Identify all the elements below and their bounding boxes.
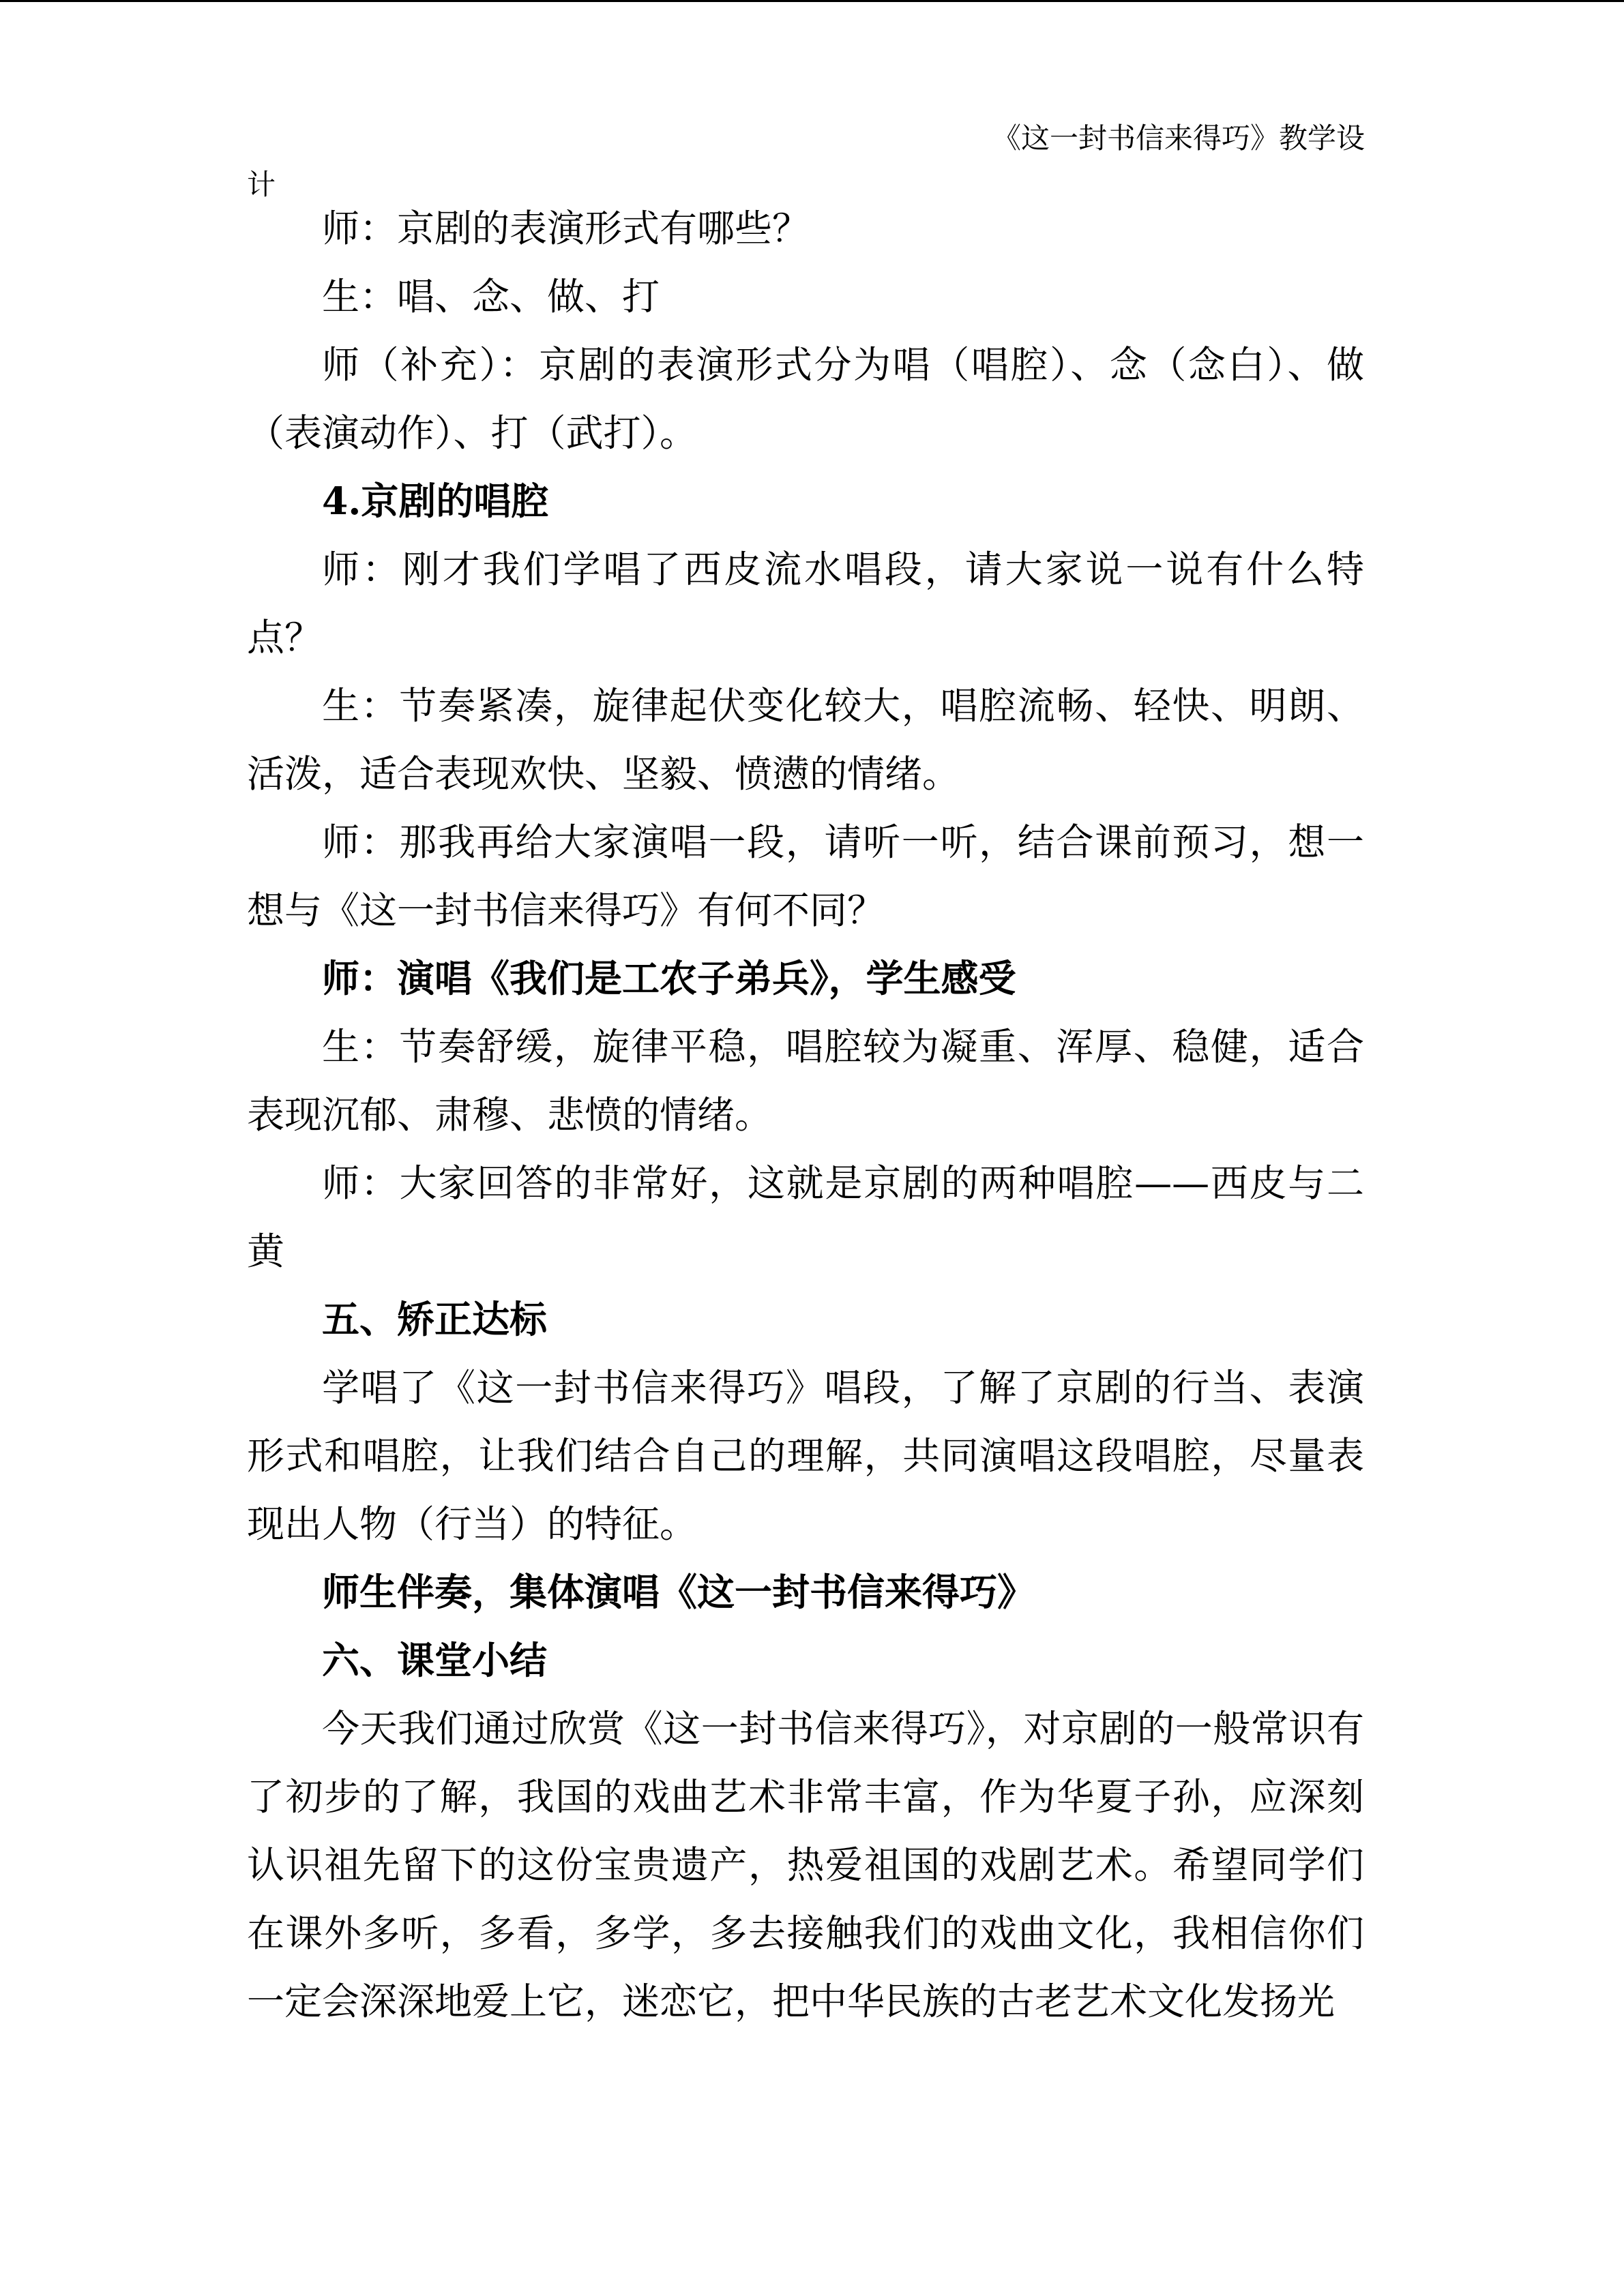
paragraph-correction-body: 学唱了《这一封书信来得巧》唱段，了解了京剧的行当、表演形式和唱腔，让我们结合自己的理解，共同演唱这段唱腔，尽量表现出人物（行当）的特征。 [247, 1366, 1364, 1546]
document-body [247, 194, 1364, 2036]
header-title-line1: 《这一封书信来得巧》教学设 [992, 121, 1365, 155]
paragraph-teacher-conclusion: 师：大家回答的非常好，这就是京剧的两种唱腔——西皮与二黄 [247, 1161, 1364, 1273]
paragraph-summary-body: 今天我们通过欣赏《这一封书信来得巧》，对京剧的一般常识有了初步的了解，我国的戏曲艺术非常丰富，作为华夏子孙，应深刻认识祖先留下的这份宝贵遗产，热爱祖国的戏剧艺术。希望同学们在课外多听，多看，多学，多去接触我们的戏曲文化，我相信你们一定会深深地爱上它，迷恋它，把中华民族的古老艺术文化发扬光 [247, 1707, 1364, 2023]
paragraph-teacher-supplement: 师（补充）：京剧的表演形式分为唱（唱腔）、念（念白）、做（表演动作）、打（武打）。 [247, 343, 1364, 455]
paragraph-student-answer: 生：唱、念、做、打 [322, 275, 660, 318]
section-heading-summary: 六、课堂小结 [322, 1638, 548, 1682]
paragraph-group-singing: 师生伴奏，集体演唱《这一封书信来得巧》 [322, 1570, 1035, 1614]
paragraph-teacher-question: 师：京剧的表演形式有哪些？ [322, 207, 810, 250]
header-title-line2: 计 [247, 168, 276, 201]
section-heading-correction: 五、矫正达标 [322, 1297, 548, 1341]
paragraph-teacher-xipi: 师：刚才我们学唱了西皮流水唱段，请大家说一说有什么特点？ [247, 548, 1364, 659]
paragraph-student-xipi: 生：节奏紧凑，旋律起伏变化较大，唱腔流畅、轻快、明朗、活泼，适合表现欢快、坚毅、愤懑的情绪。 [247, 684, 1364, 796]
paragraph-teacher-compare: 师：那我再给大家演唱一段，请听一听，结合课前预习，想一想与《这一封书信来得巧》有何不同？ [247, 820, 1364, 932]
paragraph-student-erhuang: 生：节奏舒缓，旋律平稳，唱腔较为凝重、浑厚、稳健，适合表现沉郁、肃穆、悲愤的情绪。 [247, 1025, 1364, 1137]
page-top-border [0, 0, 1624, 2]
section-heading-singing-style: 4.京剧的唱腔 [322, 479, 549, 523]
paragraph-teacher-performs: 师：演唱《我们是工农子弟兵》，学生感受 [322, 956, 1016, 1000]
